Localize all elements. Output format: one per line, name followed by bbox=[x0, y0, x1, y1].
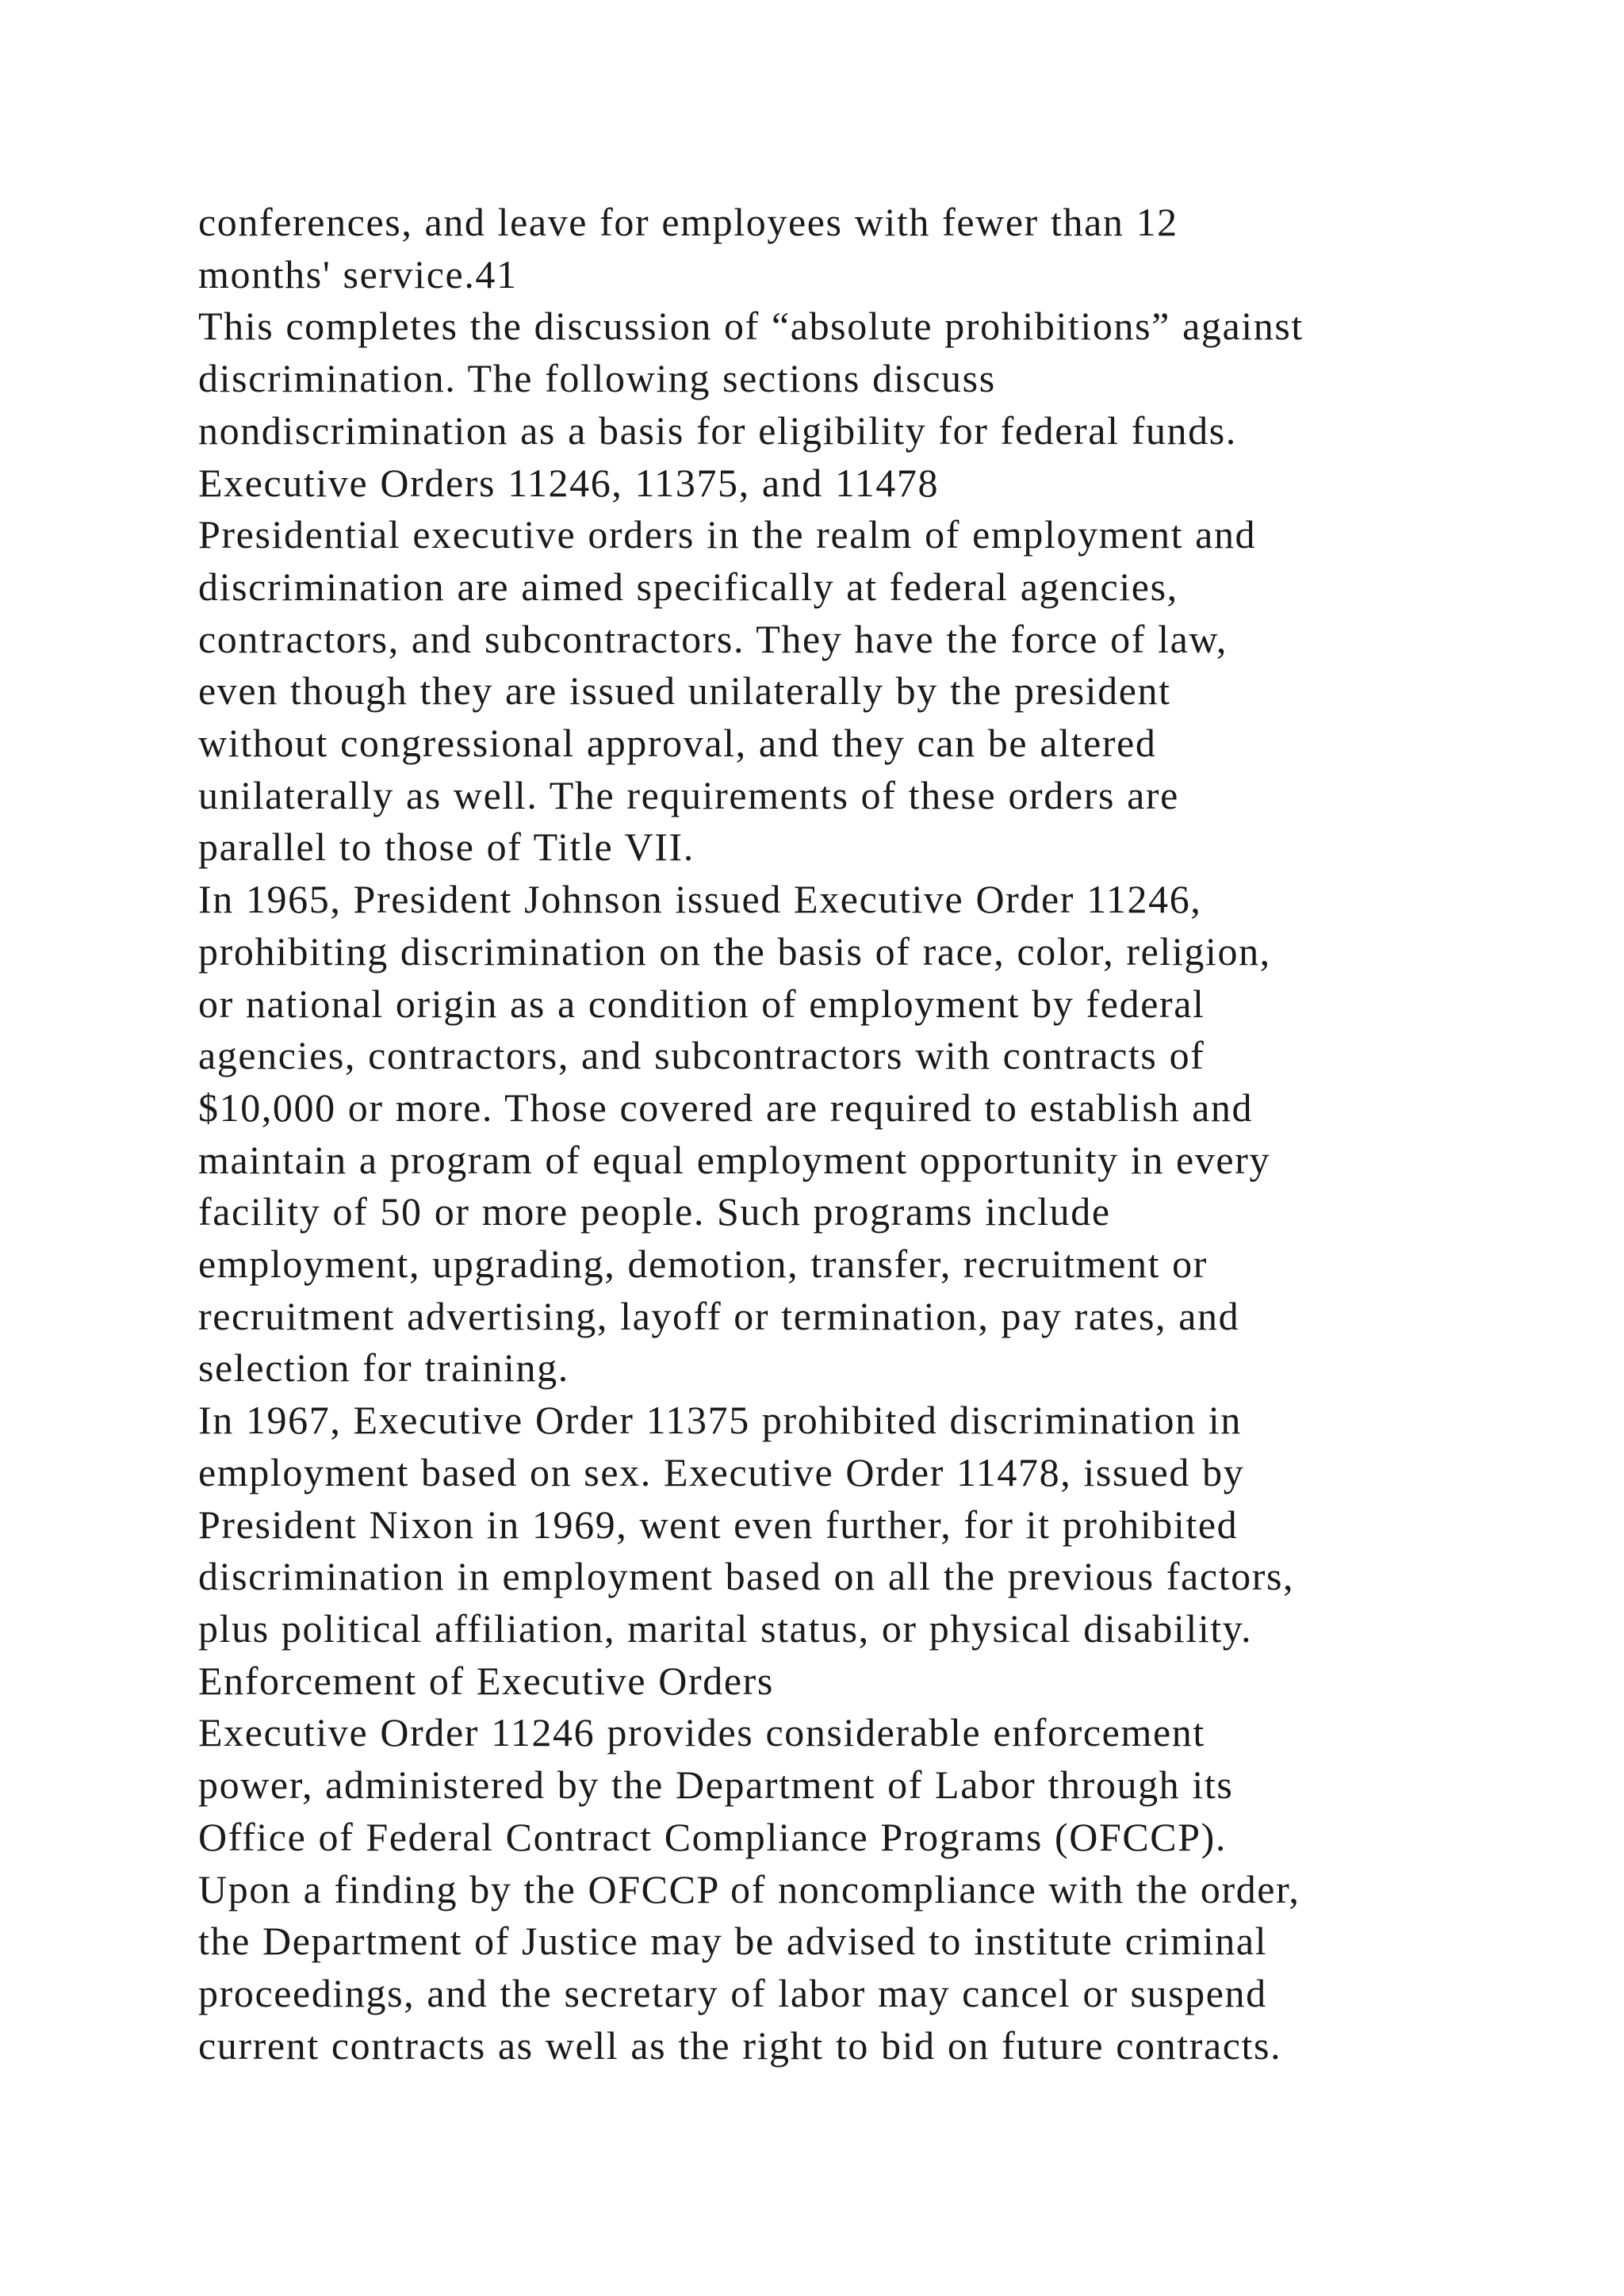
text-line: nondiscrimination as a basis for eligibility for federal funds. bbox=[198, 408, 1237, 453]
text-line: current contracts as well as the right to bid on future contracts. bbox=[198, 2022, 1282, 2068]
text-line: unilaterally as well. The requirements of these orders are bbox=[198, 772, 1179, 817]
text-line: even though they are issued unilaterally by the president bbox=[198, 668, 1171, 714]
text-line: discrimination in employment based on all the previous factors, bbox=[198, 1554, 1295, 1599]
text-line: Presidential executive orders in the realm of employment and bbox=[198, 512, 1257, 557]
text-line: or national origin as a condition of employment by federal bbox=[198, 981, 1205, 1026]
text-line: employment based on sex. Executive Order 11478, issued by bbox=[198, 1449, 1245, 1494]
text-line: parallel to those of Title VII. bbox=[198, 825, 695, 870]
text-line: In 1965, President Johnson issued Executive Order 11246, bbox=[198, 877, 1202, 922]
text-line: power, administered by the Department of Labor through its bbox=[198, 1762, 1234, 1808]
text-line: without congressional approval, and they can be altered bbox=[198, 721, 1157, 766]
text-line: President Nixon in 1969, went even further, for it prohibited bbox=[198, 1502, 1239, 1547]
text-line: employment, upgrading, demotion, transfer, recruitment or bbox=[198, 1242, 1208, 1287]
text-line: the Department of Justice may be advised to institute criminal bbox=[198, 1919, 1268, 1964]
text-line: contractors, and subcontractors. They have the force of law, bbox=[198, 616, 1228, 661]
text-line: recruitment advertising, layoff or termination, pay rates, and bbox=[198, 1293, 1240, 1338]
text-line: agencies, contractors, and subcontractors with contracts of bbox=[198, 1033, 1205, 1078]
text-line: months' service.41 bbox=[198, 251, 518, 297]
text-line: selection for training. bbox=[198, 1345, 569, 1391]
text-line: plus political affiliation, marital status, or physical disability. bbox=[198, 1605, 1253, 1651]
text-line: conferences, and leave for employees with fewer than 12 bbox=[198, 200, 1178, 244]
text-line: $10,000 or more. Those covered are required to establish and bbox=[198, 1085, 1254, 1130]
text-line: maintain a program of equal employment opportunity in every bbox=[198, 1137, 1271, 1182]
text-line: prohibiting discrimination on the basis of race, color, religion, bbox=[198, 928, 1271, 974]
text-line: discrimination are aimed specifically at federal agencies, bbox=[198, 564, 1178, 609]
text-line: Office of Federal Contract Compliance Programs (OFCCP). bbox=[198, 1814, 1228, 1859]
text-line: Executive Order 11246 provides considerable enforcement bbox=[198, 1710, 1205, 1755]
text-line: Enforcement of Executive Orders bbox=[198, 1658, 774, 1703]
text-line: discrimination. The following sections discuss bbox=[198, 356, 996, 401]
body-text bbox=[198, 197, 1546, 2072]
text-line: facility of 50 or more people. Such programs include bbox=[198, 1189, 1111, 1234]
text-line: This completes the discussion of “absolute prohibitions” against bbox=[198, 304, 1304, 349]
text-line: proceedings, and the secretary of labor may cancel or suspend bbox=[198, 1970, 1267, 2015]
text-line: Executive Orders 11246, 11375, and 11478 bbox=[198, 460, 940, 505]
text-line: Upon a finding by the OFCCP of noncompliance with the order, bbox=[198, 1866, 1300, 1911]
text-line: In 1967, Executive Order 11375 prohibited discrimination in bbox=[198, 1398, 1242, 1443]
